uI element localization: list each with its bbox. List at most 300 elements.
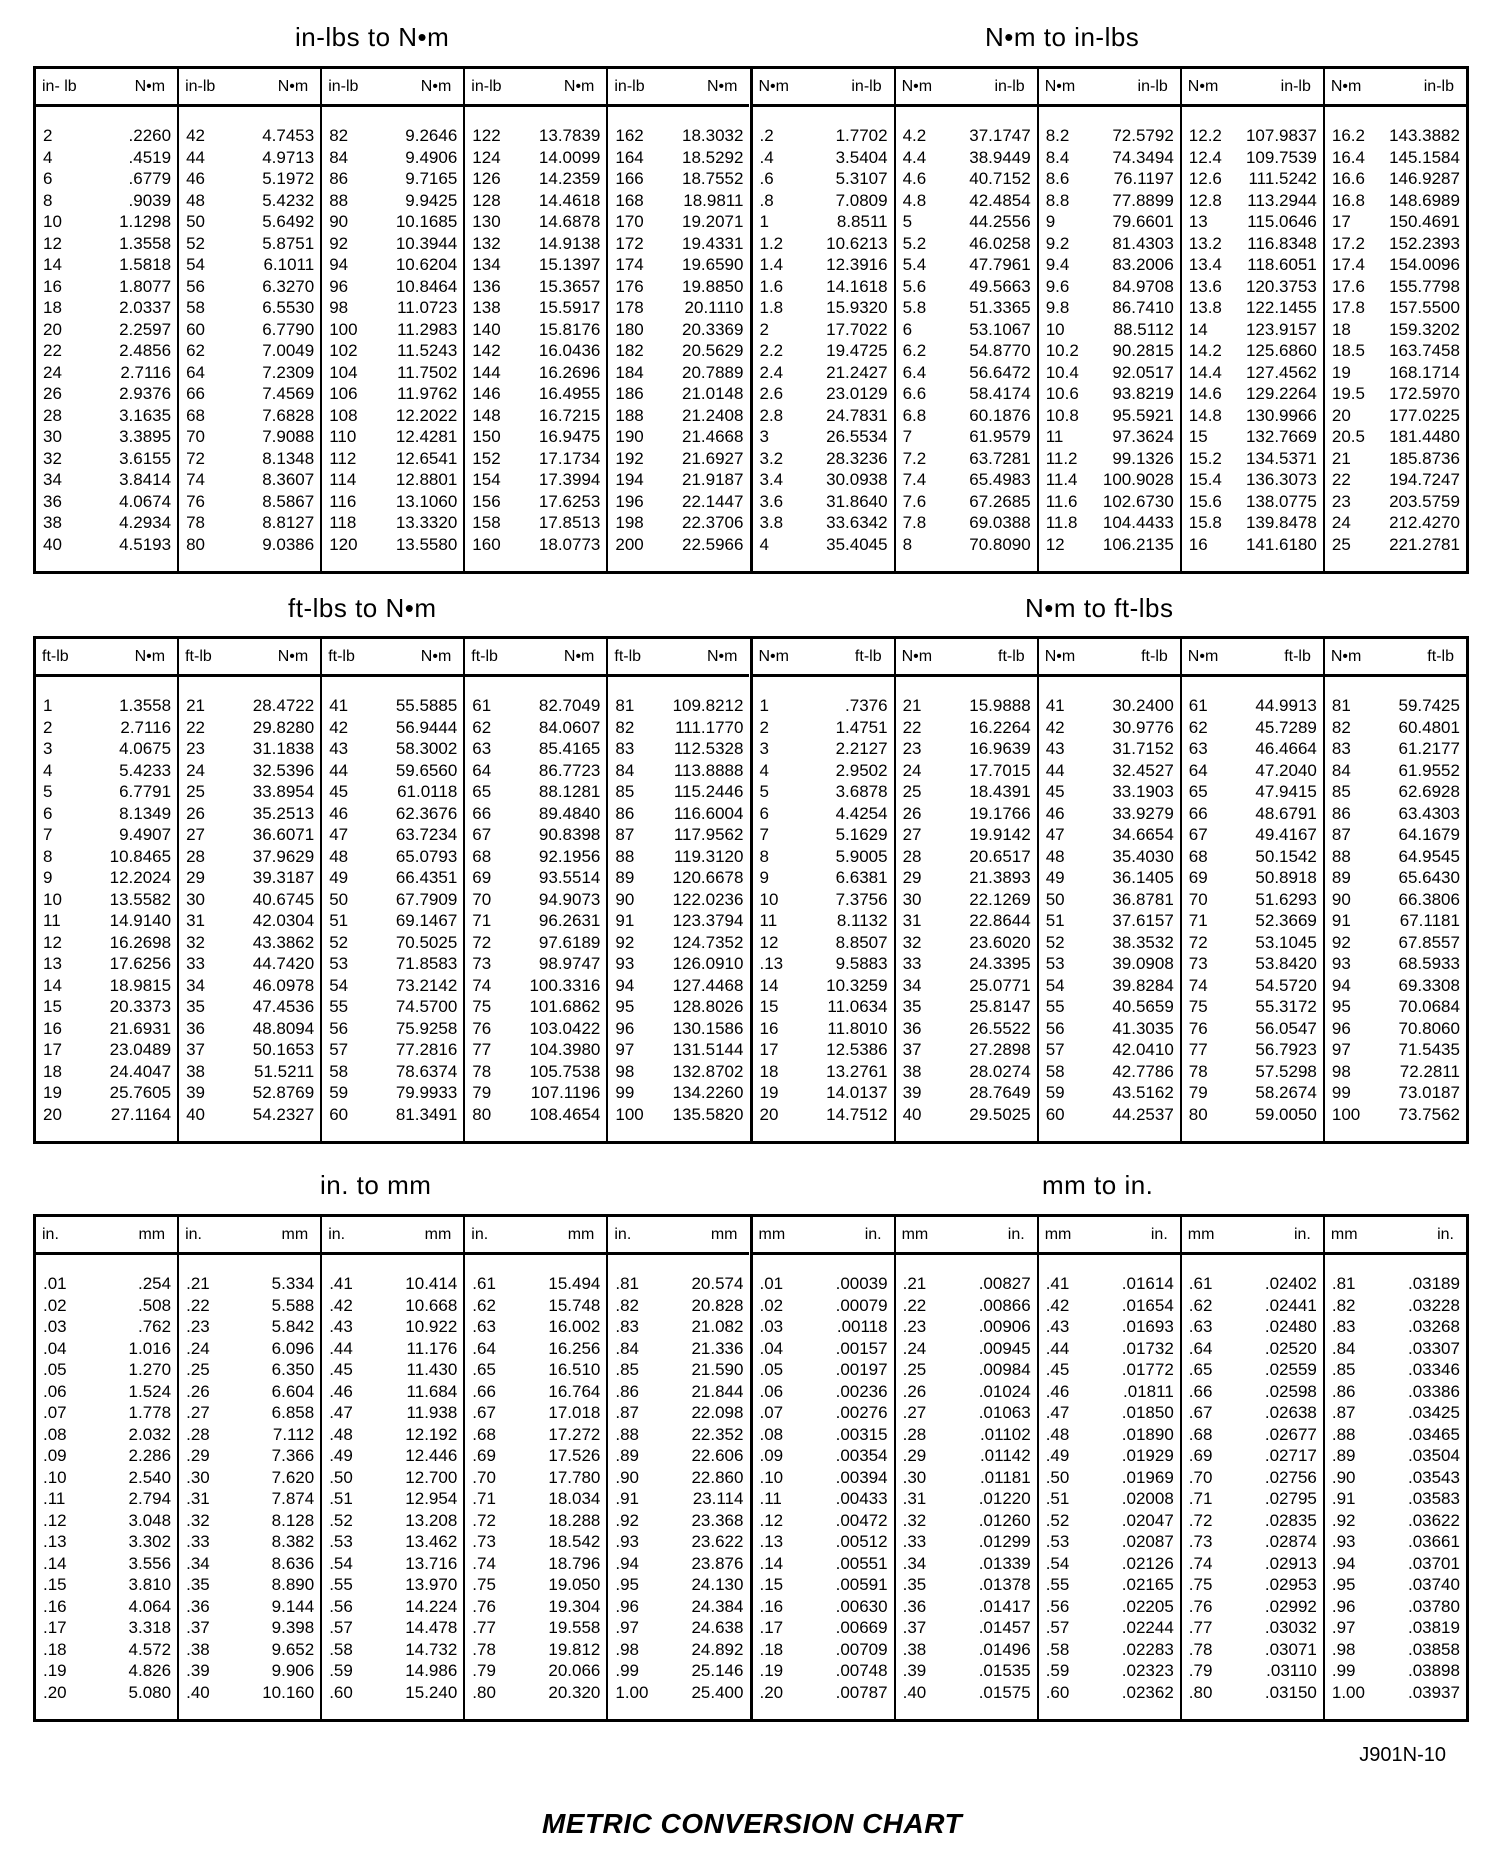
input-value-cell: 82 [329,126,349,145]
input-value-cell: 46 [1045,803,1065,823]
input-value-cell: 5.4 [902,255,927,274]
converted-value-cell: 24.892 [691,1639,744,1659]
converted-value-cell: 11.430 [406,1360,458,1379]
converted-value-cell: 20.066 [548,1661,601,1680]
converted-value-cell: 177.0225 [1389,405,1460,425]
converted-value-cell: .4519 [128,147,172,167]
input-value-cell: .35 [902,1575,927,1594]
column-header: N•m [1044,77,1076,95]
input-value-cell: .88 [615,1424,640,1444]
input-value-cell: 81 [615,696,635,715]
input-value-cell: 56 [1045,1018,1065,1038]
converted-value-cell: 71.5435 [1398,1040,1460,1059]
input-value-cell: 4 [759,760,769,780]
input-value-cell: 74 [472,975,492,995]
input-value-cell: 54 [329,975,349,995]
input-value-cell: .10 [759,1467,784,1487]
input-value-cell: 13.4 [1188,255,1222,274]
converted-value-cell: 12.192 [405,1424,458,1444]
converted-value-cell: .00669 [835,1618,888,1637]
chart-caption: METRIC CONVERSION CHART [541,1808,963,1839]
column-header: N•m [134,77,166,95]
converted-value-cell: 154.0096 [1389,255,1460,274]
converted-value-cell: .00591 [835,1575,888,1594]
converted-value-cell: 22.352 [691,1424,744,1444]
converted-value-cell: .02480 [1264,1317,1317,1336]
converted-value-cell: 17.6256 [109,954,172,973]
converted-value-cell: 2.540 [128,1467,172,1487]
converted-value-cell: 115.2446 [673,782,744,801]
converted-value-cell: 70.8090 [969,534,1031,554]
converted-value-cell: 74.5700 [395,997,458,1016]
converted-value-cell: 8.8511 [836,212,888,231]
converted-value-cell: 1.5818 [119,255,172,274]
input-value-cell: 172 [615,233,644,253]
column-header: N•m [563,77,595,95]
input-value-cell: .39 [186,1661,210,1680]
converted-value-cell: .00236 [835,1381,888,1401]
converted-value-cell: .01339 [978,1553,1031,1573]
input-value-cell: 57 [1045,1040,1065,1059]
input-value-cell: .54 [329,1553,353,1573]
input-value-cell: 98 [615,1061,635,1081]
converted-value-cell: 65.4983 [969,470,1031,489]
converted-value-cell: 18.0773 [538,534,601,554]
converted-value-cell: 33.8954 [252,782,315,801]
input-value-cell: .78 [472,1639,496,1659]
converted-value-cell: 4.9713 [262,147,315,167]
input-value-cell: 12 [43,932,62,952]
converted-value-cell: 11.0723 [397,298,458,317]
converted-value-cell: 24.130 [691,1575,744,1594]
converted-value-cell: 54.2327 [252,1104,315,1124]
input-value-cell: 47 [329,825,349,844]
converted-value-cell: .02087 [1121,1532,1174,1551]
converted-value-cell: 4.7453 [262,126,315,145]
input-value-cell: 86 [329,169,349,188]
converted-value-cell: 7.9088 [262,427,315,446]
input-value-cell: 91 [615,911,635,930]
input-value-cell: 35 [902,997,922,1016]
converted-value-cell: 10.3944 [395,233,458,253]
input-value-cell: 83 [1331,739,1351,758]
input-value-cell: .49 [1045,1446,1070,1465]
converted-value-cell: 40.6745 [252,889,315,909]
input-value-cell: 16 [1188,534,1208,554]
converted-value-cell: 203.5759 [1389,491,1460,511]
converted-value-cell: 194.7247 [1389,470,1460,489]
column-header: N•m [563,647,595,665]
input-value-cell: 29 [902,868,922,887]
converted-value-cell: 23.114 [692,1489,744,1508]
input-value-cell: .70 [472,1467,496,1487]
input-value-cell: 46 [329,803,349,823]
converted-value-cell: 118.6051 [1247,255,1317,274]
input-value-cell: .44 [329,1338,353,1358]
input-value-cell: 148 [472,405,501,425]
input-value-cell: .41 [1045,1274,1070,1293]
column-header: in-lb [185,77,216,95]
input-value-cell: 4.4 [902,147,927,167]
input-value-cell: 36 [902,1018,922,1038]
converted-value-column [379,125,464,571]
table-block [1325,639,1466,1141]
input-value-cell: .46 [1045,1381,1070,1401]
table-body [465,677,606,1141]
converted-value-cell: 145.1584 [1389,147,1460,167]
converted-value-cell: 101.6862 [529,997,601,1016]
nm-to-in-lbs-title: N•m to in-lbs [985,22,1140,52]
column-header-row [179,639,320,677]
input-value-cell: .18 [43,1639,67,1659]
input-value-cell: .74 [1188,1553,1213,1573]
table-body [608,107,749,571]
column-header: in. [864,1225,882,1243]
input-value-cell: .2 [759,126,774,145]
input-value-cell: 98 [329,298,349,317]
converted-value-cell: 16.0436 [538,341,601,360]
converted-value-cell: 39.0908 [1112,954,1174,973]
converted-value-cell: 18.5292 [682,147,744,167]
converted-value-cell: 127.4562 [1245,362,1317,382]
input-value-cell: .30 [186,1467,210,1487]
converted-value-cell: 8.8507 [835,932,888,952]
converted-value-cell: 20.574 [691,1274,744,1293]
input-value-cell: 97 [615,1040,635,1059]
input-value-cell: .21 [186,1274,210,1293]
converted-value-cell: 16.4955 [538,384,601,403]
converted-value-cell: 52.3669 [1255,911,1317,930]
table-body [753,1255,894,1719]
input-value-cell: 77 [472,1040,492,1059]
column-header: N•m [1330,77,1362,95]
converted-value-cell: 18.034 [548,1489,601,1508]
converted-value-cell: .01890 [1121,1424,1174,1444]
converted-value-cell: 21.082 [691,1317,744,1336]
converted-value-cell: .7376 [845,696,888,715]
converted-value-cell: 53.1045 [1255,932,1317,952]
input-value-cell: 74 [1188,975,1208,995]
input-value-cell: .05 [759,1360,784,1379]
input-value-cell: 58 [329,1061,349,1081]
input-value-cell: .31 [186,1489,210,1508]
input-value-cell: .32 [186,1510,210,1530]
converted-value-cell: 22.3706 [682,513,744,532]
converted-value-cell: 64.1679 [1398,825,1460,844]
converted-value-column [379,1273,464,1719]
input-value-cell: 20 [1331,405,1351,425]
converted-value-cell: 123.9157 [1245,319,1317,339]
input-value-cell: 8 [43,190,53,210]
converted-value-cell: 85.4165 [538,739,601,758]
converted-value-cell: 97.3624 [1112,427,1174,446]
input-value-cell: 8.6 [1045,169,1070,188]
converted-value-cell: .03819 [1407,1618,1460,1637]
converted-value-cell: 8.1348 [262,448,315,468]
column-header: in-lb [851,77,882,95]
input-value-cell: 14 [759,975,779,995]
converted-value-cell: .01378 [978,1575,1031,1594]
converted-value-cell: 125.6860 [1245,341,1317,360]
input-value-cell: .28 [186,1424,210,1444]
input-value-cell: 84 [329,147,349,167]
table-body [1182,1255,1323,1719]
table-half-left [36,1217,753,1719]
input-value-column [465,1273,521,1719]
input-value-column [608,125,664,571]
input-value-cell: 132 [472,233,501,253]
input-value-cell: 69 [472,868,492,887]
converted-value-cell: 63.7281 [969,448,1031,468]
input-value-cell: 50 [1045,889,1065,909]
converted-value-cell: 44.2556 [969,212,1031,231]
column-header: mm [710,1225,738,1243]
input-value-cell: 24 [43,362,62,382]
input-value-cell: 40 [186,1104,206,1124]
input-value-cell: 34 [43,470,62,489]
input-value-cell: 3.4 [759,470,784,489]
input-value-cell: 97 [1331,1040,1351,1059]
converted-value-cell: 25.8147 [969,997,1031,1016]
input-value-cell: 71 [1188,911,1208,930]
input-value-cell: 100 [615,1104,644,1124]
converted-value-column [92,1273,177,1719]
input-value-cell: 100 [329,319,358,339]
converted-value-column [952,695,1037,1141]
converted-value-cell: 46.4664 [1255,739,1317,758]
input-value-cell: .24 [186,1338,210,1358]
input-value-cell: 22 [902,717,922,737]
converted-value-cell: .01496 [978,1639,1031,1659]
input-value-cell: .61 [472,1274,496,1293]
input-value-cell: 66 [472,803,492,823]
input-value-cell: 15.6 [1188,491,1222,511]
converted-value-cell: 89.4840 [538,803,601,823]
input-value-cell: 76 [186,491,206,511]
input-value-cell: 5 [43,782,53,801]
converted-value-cell: .02205 [1121,1596,1174,1616]
converted-value-cell: 47.2040 [1255,760,1317,780]
converted-value-cell: 21.336 [691,1338,744,1358]
input-value-cell: .99 [615,1661,640,1680]
column-header: ft-lb [328,647,355,665]
converted-value-cell: 168.1714 [1389,362,1460,382]
converted-value-cell: 4.826 [128,1661,172,1680]
input-value-cell: 184 [615,362,644,382]
input-value-cell: .63 [1188,1317,1213,1336]
converted-value-cell: .02992 [1264,1596,1317,1616]
converted-value-cell: 5.588 [271,1295,315,1315]
input-value-cell: 12 [759,932,779,952]
converted-value-cell: 22.8644 [969,911,1031,930]
converted-value-cell: 51.5211 [253,1061,315,1081]
column-header-row [1182,69,1323,107]
input-value-cell: 72 [186,448,206,468]
converted-value-cell: 30.9776 [1112,717,1174,737]
converted-value-cell: .508 [138,1295,172,1315]
input-value-cell: 7 [902,427,913,446]
input-value-cell: 45 [329,782,349,801]
input-value-cell: 32 [186,932,206,952]
column-header-row [1039,1217,1180,1255]
column-header: mm [138,1225,166,1243]
input-value-cell: 12.4 [1188,147,1222,167]
converted-value-cell: 28.3236 [826,448,888,468]
input-value-cell: .20 [759,1682,784,1702]
converted-value-cell: 13.5582 [109,889,172,909]
input-value-cell: 9 [759,868,769,887]
input-value-cell: 17 [1331,212,1351,231]
converted-value-cell: 95.5921 [1112,405,1174,425]
input-value-cell: .27 [902,1403,927,1422]
table-block [36,1217,179,1719]
converted-value-cell: 66.4351 [395,868,458,887]
converted-value-cell: .00748 [835,1661,888,1680]
input-value-cell: 118 [329,513,357,532]
input-value-cell: .19 [759,1661,784,1680]
converted-value-cell: 12.446 [405,1446,458,1465]
input-value-cell: 10 [43,889,62,909]
converted-value-cell: 100.3316 [529,975,601,995]
converted-value-cell: 111.1770 [675,717,744,737]
converted-value-cell: 9.4906 [405,147,458,167]
column-header: ft-lb [614,647,642,665]
converted-value-cell: 75.9258 [395,1018,458,1038]
input-value-cell: 70 [472,889,492,909]
input-value-cell: .71 [1188,1489,1213,1508]
converted-value-cell: 24.384 [691,1596,744,1616]
table-body [1182,677,1323,1141]
input-value-cell: 10.8 [1045,405,1079,425]
converted-value-cell: 18.7552 [682,169,744,188]
converted-value-cell: 22.606 [691,1446,744,1465]
column-header-row [322,69,463,107]
input-value-cell: 198 [615,513,644,532]
converted-value-cell: 23.6020 [969,932,1031,952]
column-header-row [608,69,749,107]
converted-value-cell: 129.2264 [1245,384,1317,403]
input-value-cell: .69 [472,1446,496,1465]
converted-value-cell: 22.098 [691,1403,744,1422]
input-value-cell: .61 [1188,1274,1213,1293]
input-value-cell: 86 [1331,803,1351,823]
converted-value-cell: 132.8702 [672,1061,744,1081]
input-value-cell: 180 [615,319,644,339]
converted-value-cell: .02677 [1264,1424,1317,1444]
converted-value-column [92,125,177,571]
converted-value-column [1381,1273,1466,1719]
input-value-cell: .06 [43,1381,67,1401]
input-value-cell: 39 [902,1083,922,1102]
input-value-cell: 9.6 [1045,276,1070,296]
converted-value-cell: 5.4233 [119,760,172,780]
input-value-cell: 65 [472,782,492,801]
converted-value-cell: 2.286 [128,1446,172,1465]
converted-value-cell: 7.366 [271,1446,315,1465]
converted-value-column [665,125,750,571]
input-value-cell: .47 [329,1403,353,1422]
converted-value-cell: 38.9449 [969,147,1031,167]
input-value-cell: 90 [1331,889,1351,909]
converted-value-cell: 155.7798 [1389,276,1460,296]
input-value-cell: 200 [615,534,644,554]
converted-value-cell: 18.4391 [969,782,1031,801]
input-value-cell: .30 [902,1467,927,1487]
converted-value-cell: 57.5298 [1255,1061,1317,1081]
converted-value-cell: 48.8094 [252,1018,315,1038]
table-block [1325,1217,1466,1719]
converted-value-cell: 116.6004 [673,803,744,823]
converted-value-cell: 15.240 [405,1682,458,1702]
converted-value-cell: .00709 [835,1639,888,1659]
converted-value-cell: .03661 [1407,1532,1460,1551]
converted-value-cell: 27.1164 [110,1104,172,1124]
input-value-cell: 170 [615,212,644,231]
converted-value-cell: .01299 [978,1532,1031,1551]
converted-value-cell: 51.6293 [1255,889,1317,909]
converted-value-cell: 157.5500 [1389,298,1460,317]
input-value-cell: 39 [186,1083,206,1102]
converted-value-cell: 20.6517 [969,846,1031,866]
input-value-cell: .81 [615,1274,640,1293]
input-value-cell: 94 [1331,975,1351,995]
converted-value-cell: 122.0236 [672,889,744,909]
input-value-cell: 51 [1045,911,1065,930]
converted-value-cell: 113.2944 [1247,190,1317,210]
input-value-cell: 49 [1045,868,1065,887]
input-value-column [608,1273,664,1719]
converted-value-cell: 55.3172 [1255,997,1317,1016]
input-value-cell: .86 [1331,1381,1356,1401]
input-value-cell: 7.2 [902,448,927,468]
column-header: in. [1293,1225,1311,1243]
column-header: N•m [134,647,166,665]
input-value-cell: 168 [615,190,644,210]
input-value-cell: .34 [186,1553,210,1573]
input-value-cell: 7 [43,825,53,844]
converted-value-cell: 123.3794 [672,911,744,930]
input-value-cell: 43 [329,739,349,758]
input-value-cell: 8 [759,846,769,866]
column-header-row [608,639,749,677]
input-value-cell: 53 [1045,954,1065,973]
input-value-cell: 120 [329,534,358,554]
input-value-cell: 31 [902,911,922,930]
input-value-cell: .16 [759,1596,784,1616]
converted-value-cell: 8.128 [271,1510,315,1530]
table-block [465,69,608,571]
converted-value-cell: 5.1629 [835,825,888,844]
converted-value-cell: 1.778 [128,1403,172,1422]
column-header-row [896,639,1037,677]
table-block [322,1217,465,1719]
input-value-cell: .01 [43,1274,67,1293]
converted-value-cell: 106.2135 [1102,534,1174,554]
input-value-cell: .09 [43,1446,67,1465]
converted-value-cell: 3.048 [128,1510,172,1530]
converted-value-cell: 14.224 [405,1596,458,1616]
input-value-cell: 142 [472,341,501,360]
input-value-cell: 76 [1188,1018,1208,1038]
input-value-cell: 1.2 [759,233,784,253]
input-value-cell: 30 [186,889,206,909]
converted-value-cell: 1.1298 [119,212,172,231]
converted-value-cell: 84.9708 [1112,276,1174,296]
column-header: in. [614,1225,632,1243]
input-value-cell: 12 [1045,534,1065,554]
converted-value-cell: 21.590 [691,1360,744,1379]
converted-value-cell: 36.6071 [252,825,315,844]
